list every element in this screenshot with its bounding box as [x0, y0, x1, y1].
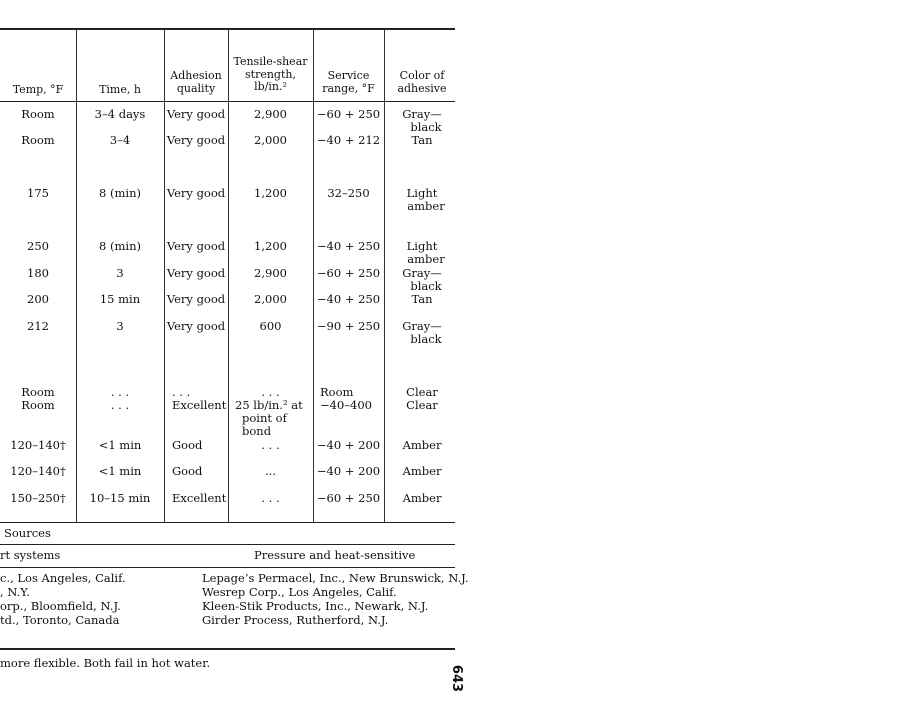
cell-service: −60 + 250	[316, 266, 381, 280]
page-number: 643	[449, 664, 465, 693]
cell-service: −90 + 250	[316, 319, 381, 333]
list-item: c., Los Angeles, Calif.	[0, 571, 126, 585]
cell-adhesion: Very good	[166, 239, 226, 253]
cell-color: Light amber	[406, 186, 445, 213]
cell-adhesion: Very good	[166, 266, 226, 280]
cell-color: Light amber	[406, 239, 445, 266]
cell-time: 15 min	[99, 292, 141, 306]
list-item: orp., Bloomfield, N.J.	[0, 599, 121, 613]
list-item: Girder Process, Rutherford, N.J.	[202, 613, 389, 627]
cell-service: −60 + 250	[316, 107, 381, 121]
cell-tensile: 1,200	[254, 239, 287, 253]
cell-service: 32–250	[327, 186, 370, 200]
cell-service: −40 + 200	[316, 464, 381, 478]
cell-tensile: 2,900	[254, 107, 287, 121]
cell-temp: 120–140†	[10, 438, 66, 452]
cell-color: Amber	[402, 491, 442, 505]
list-item: Wesrep Corp., Los Angeles, Calif.	[202, 585, 397, 599]
sources-left-heading: rt systems	[0, 548, 61, 562]
cell-color: Amber	[402, 438, 442, 452]
cell-time: 3–4 days	[94, 107, 146, 121]
cell-temp: Room	[21, 398, 55, 412]
cell-service: −40 + 250	[316, 292, 381, 306]
cell-time: 8 (min)	[99, 186, 141, 200]
cell-tensile: 2,000	[254, 292, 287, 306]
header-tensile: Tensile-shear strength, lb/in.²	[233, 55, 308, 93]
cell-adhesion: Very good	[166, 319, 226, 333]
cell-temp: 212	[27, 319, 49, 333]
sources-divider-rule	[0, 544, 455, 545]
cell-temp: 180	[27, 266, 49, 280]
cell-service: −40 + 250	[316, 239, 381, 253]
header-color: Color of adhesive	[397, 69, 447, 95]
cell-color: Tan	[411, 133, 433, 147]
cell-color: Amber	[402, 464, 442, 478]
cell-time: 10–15 min	[89, 491, 151, 505]
list-item: td., Toronto, Canada	[0, 613, 120, 627]
cell-adhesion: Very good	[166, 292, 226, 306]
cell-temp: 175	[27, 186, 49, 200]
cell-color: Clear	[406, 398, 438, 412]
header-adhesion: Adhesion quality	[170, 69, 222, 95]
cell-tensile: 25 lb/in.² at point of bond	[235, 398, 303, 438]
cell-time: 3	[116, 266, 124, 280]
cell-color: Gray— black	[402, 319, 442, 346]
cell-service: Room	[320, 385, 354, 399]
cell-temp: 150–250†	[10, 491, 66, 505]
cell-adhesion: . . .	[172, 385, 191, 399]
cell-color: Gray— black	[402, 266, 442, 293]
cell-time: 3–4	[109, 133, 131, 147]
cell-adhesion: Very good	[166, 186, 226, 200]
cell-service: −40 + 200	[316, 438, 381, 452]
cell-temp: Room	[21, 385, 55, 399]
cell-tensile: . . .	[261, 491, 280, 505]
cell-color: Tan	[411, 292, 433, 306]
cell-time: . . .	[110, 385, 130, 399]
cell-temp: 250	[27, 239, 49, 253]
cell-adhesion: Excellent	[172, 398, 227, 412]
table-bottom-rule	[0, 522, 455, 523]
footnote: more flexible. Both fail in hot water.	[0, 656, 211, 670]
cell-temp: Room	[21, 107, 55, 121]
cell-service: −40 + 212	[316, 133, 381, 147]
cell-time: <1 min	[98, 464, 142, 478]
cell-tensile: 2,000	[254, 133, 287, 147]
header-service: Service range, °F	[322, 69, 375, 95]
header-temp: Temp, °F	[12, 83, 64, 96]
cell-tensile: . . .	[261, 438, 280, 452]
cell-tensile: 1,200	[254, 186, 287, 200]
cell-time: 3	[116, 319, 124, 333]
cell-color: Clear	[406, 385, 438, 399]
sources-heading-rule	[0, 567, 455, 568]
cell-adhesion: Good	[172, 438, 203, 452]
sources-label: Sources	[4, 526, 51, 540]
header-time: Time, h	[99, 83, 141, 96]
cell-adhesion: Very good	[166, 133, 226, 147]
cell-adhesion: Very good	[166, 107, 226, 121]
cell-temp: 200	[27, 292, 49, 306]
cell-adhesion: Good	[172, 464, 203, 478]
list-item: , N.Y.	[0, 585, 31, 599]
cell-service: −40–400	[320, 398, 372, 412]
list-item: Kleen-Stik Products, Inc., Newark, N.J.	[202, 599, 429, 613]
cell-service: −60 + 250	[316, 491, 381, 505]
cell-tensile: . . .	[261, 385, 280, 399]
cell-temp: Room	[21, 133, 55, 147]
cell-time: <1 min	[98, 438, 142, 452]
cell-time: 8 (min)	[99, 239, 141, 253]
list-item: Lepage’s Permacel, Inc., New Brunswick, N.J.	[202, 571, 469, 585]
cell-temp: 120–140†	[10, 464, 66, 478]
cell-color: Gray— black	[402, 107, 442, 134]
sources-right-heading: Pressure and heat-sensitive	[254, 548, 416, 562]
cell-time: . . .	[110, 398, 130, 412]
cell-tensile: 600	[259, 319, 282, 333]
cell-tensile: 2,900	[254, 266, 287, 280]
cell-tensile: ...	[265, 464, 276, 478]
footnote-rule	[0, 648, 455, 650]
cell-adhesion: Excellent	[172, 491, 227, 505]
